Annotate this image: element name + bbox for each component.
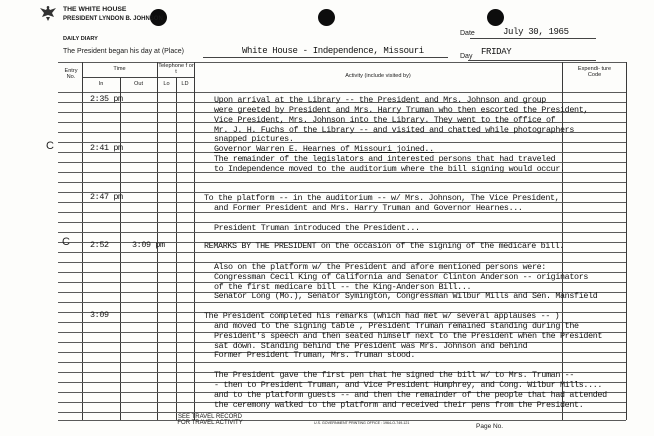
- time-in-header: In: [98, 81, 104, 87]
- entry-line: Upon arrival at the Library -- the President and Mrs. Johnson and group: [214, 95, 546, 105]
- entry-line: Senator Long (Mo.), Senator Symington, Congressman Wilbur Mills and Sen. Mansfield: [214, 291, 598, 301]
- diary-heading: DAILY DIARY: [63, 36, 98, 42]
- entry-time-in: 2:41 pm: [90, 143, 123, 153]
- ruled-row: [58, 302, 626, 303]
- entry-line: snapped pictures.: [214, 134, 294, 144]
- entry-col-header: Entry No.: [64, 68, 78, 80]
- entry-line: and moved to the signing table , President Truman remained standing during the: [214, 321, 579, 331]
- time-col-header: Time: [113, 66, 126, 72]
- place-underline: [203, 57, 448, 58]
- day-value: FRIDAY: [481, 47, 512, 57]
- col-divider-lo: [176, 77, 177, 420]
- expenditure-col-header: Expendi- ture Code: [577, 66, 612, 78]
- time-out-header: Out: [133, 81, 144, 87]
- entry-line: To the platform -- in the auditorium -- w/ Mrs. Johnson, The Vice President,: [204, 193, 560, 203]
- date-label: Date: [460, 30, 475, 37]
- ruled-row: [58, 182, 626, 183]
- entry-line: Also on the platform w/ the President and afore mentioned persons were:: [214, 262, 546, 272]
- entry-line: The remainder of the legislators and interested persons that had traveled: [214, 154, 556, 164]
- entry-line: and to the platform guests -- and then the remainder of the people that had attended: [214, 390, 607, 400]
- entry-time-out: 3:09 pm: [132, 240, 165, 250]
- ld-header: LD: [181, 81, 189, 87]
- entry-line: The President gave the first pen that he signed the bill w/ to Mrs. Truman --: [214, 370, 575, 380]
- entry-line: REMARKS BY THE PRESIDENT on the occasion of the signing of the medicare bill.: [204, 241, 565, 251]
- day-label: Day: [460, 53, 473, 60]
- margin-mark: C: [62, 236, 70, 248]
- ruled-row: [58, 362, 626, 363]
- col-divider-right: [626, 62, 627, 420]
- entry-line: Governor Warren E. Hearnes of Missouri joined..: [214, 144, 434, 154]
- date-value: July 30, 1965: [503, 27, 569, 37]
- activity-col-header: Activity (include visited by): [345, 73, 411, 79]
- col-divider-ld: [194, 62, 195, 420]
- table-top-border: [58, 62, 626, 63]
- ruled-row: [58, 142, 626, 143]
- ruled-row: [58, 412, 626, 413]
- entry-line: - then to President Truman, and Vice President Humphrey, and Cong. Wilbur Mills....: [214, 380, 603, 390]
- entry-line: Mr. J. H. Fuchs of the Library -- and visited and chatted while photographers: [214, 125, 575, 135]
- ruled-row: [58, 252, 626, 253]
- entry-line: were greeted by President and Mrs. Harry Truman who then escorted the President,: [214, 105, 589, 115]
- entry-line: sat down. Standing behind the President was Mrs. Johnson and behind: [214, 341, 528, 351]
- entry-line: to Independence moved to the auditorium where the bill signing would occur.: [214, 164, 565, 174]
- entry-line: Former President Truman, Mrs. Truman stood.: [214, 350, 416, 360]
- lo-header: Lo: [163, 81, 170, 87]
- printing-office-note: U.S. GOVERNMENT PRINTING OFFICE : 1964-O-749-121: [314, 421, 410, 425]
- punch-hole-center: [318, 9, 335, 26]
- entry-line: Congressman Cecil King of California and Senator Clinton Anderson -- originators: [214, 272, 589, 282]
- margin-mark: C: [46, 140, 54, 152]
- day-underline: [468, 60, 596, 61]
- entry-time-in: 2:47 pm: [90, 192, 123, 202]
- entry-line: Vice President, Mrs. Johnson into the Library. They went to the office of: [214, 115, 556, 125]
- entry-time-in: 3:09: [90, 310, 109, 320]
- travel-note: SEE TRAVEL RECORD FOR TRAVEL ACTIVITY: [177, 414, 243, 427]
- entry-line: the ceremony walked to the platform and received their pens from the President.: [214, 400, 584, 410]
- table-header-border: [58, 92, 626, 93]
- entry-line: and Former President and Mrs. Harry Truman and Governor Hearnes...: [214, 203, 523, 213]
- col-divider-time: [120, 77, 121, 420]
- entry-line: President Truman introduced the President...: [214, 223, 420, 233]
- entry-line: of the first medicare bill -- the King-Anderson Bill...: [214, 282, 472, 292]
- office-heading: THE WHITE HOUSE: [63, 6, 127, 13]
- entry-time-in: 2:52: [90, 240, 109, 250]
- place-value: White House - Independence, Missouri: [242, 46, 424, 56]
- col-divider-entry: [82, 62, 83, 420]
- punch-hole-right: [487, 9, 504, 26]
- entry-line: The President completed his remarks (which had met w/ several applauses -- ): [204, 311, 560, 321]
- president-heading: PRESIDENT LYNDON B. JOHNSON: [63, 16, 163, 22]
- page-number-label: Page No.: [476, 423, 504, 430]
- date-underline: [470, 38, 596, 39]
- eagle-seal-icon: [38, 5, 58, 22]
- telephone-col-header: Telephone f or t: [158, 63, 194, 75]
- entry-time-in: 2:35 pm: [90, 94, 123, 104]
- entry-line: President's speech and then seated himself next to the President when the President: [214, 331, 603, 341]
- began-day-label: The President began his day at (Place): [63, 48, 185, 55]
